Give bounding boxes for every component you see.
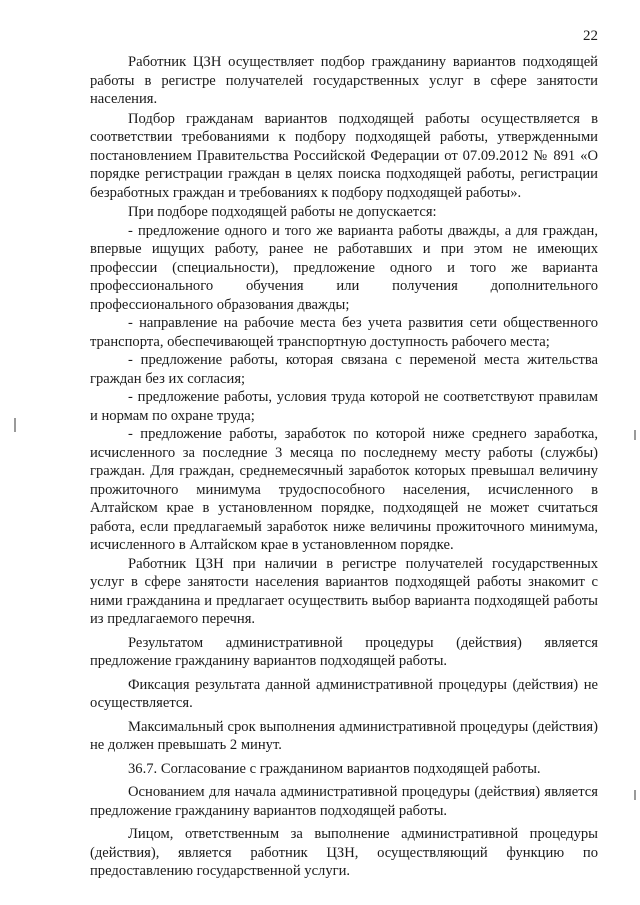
paragraph-7: Максимальный срок выполнения административной процедуры (действия) не должен превышать 2 минут. — [90, 718, 598, 753]
paragraph-1: Работник ЦЗН осуществляет подбор гражданину вариантов подходящей работы в регистре получателей государственных услуг в сфере занятости населения. — [90, 54, 598, 107]
list-item-3: - предложение работы, которая связана с переменой места жительства граждан без их согласия; — [90, 352, 598, 387]
paragraph-3: При подборе подходящей работы не допускается: — [128, 204, 437, 220]
paragraph-2: Подбор гражданам вариантов подходящей работы осуществляется в соответствии требованиями к подбору подходящей работы, утвержденными постановлением Правительства Российской Федерации от 07.09.2012 № 891 «О порядке регистрации граждан в целях поиска подходящей работы, регистрации безработных граждан и требованиях к подбору подходящей работы». — [90, 110, 598, 201]
page-number: 22 — [583, 28, 598, 44]
document-body — [90, 53, 598, 881]
list-item-1: - предложение одного и того же варианта работы дважды, а для граждан, впервые ищущих работу, ранее не работавших и при этом не имеющих профессии (специальности), предложение одного и того же варианта профессионального обучения или получения дополнительного профессионального образования дважды; — [90, 222, 598, 313]
right-edge-mark-top — [634, 430, 636, 440]
list-item-5: - предложение работы, заработок по которой ниже среднего заработка, исчисленного за последние 3 месяца по последнему месту работы (службы) граждан. Для граждан, среднемесячный заработок которых превышал величину прожиточного минимума трудоспособного населения, исчисленного в Алтайском крае в установленном порядке, подходящей не может считаться работа, если предлагаемый заработок ниже величины прожиточного минимума, исчисленного в Алтайском крае в установленном порядке. — [90, 426, 598, 553]
paragraph-8: Основанием для начала административной процедуры (действия) является предложение гражданину вариантов подходящей работы. — [90, 784, 598, 819]
right-edge-mark-bottom — [634, 790, 636, 800]
paragraph-6: Фиксация результата данной административной процедуры (действия) не осуществляется. — [90, 676, 598, 711]
left-edge-mark — [14, 418, 16, 432]
list-item-2: - направление на рабочие места без учета развития сети общественного транспорта, обеспечивающей транспортную доступность рабочего места; — [90, 315, 598, 350]
paragraph-4: Работник ЦЗН при наличии в регистре получателей государственных услуг в сфере занятости населения вариантов подходящей работы знакомит с ними гражданина и предлагает осуществить выбор варианта подходящей работы из предлагаемого перечня. — [90, 555, 598, 627]
paragraph-9: Лицом, ответственным за выполнение административной процедуры (действия), является работник ЦЗН, осуществляющий функцию по предоставлению государственной услуги. — [90, 826, 598, 879]
paragraph-5: Результатом административной процедуры (действия) является предложение гражданину вариантов подходящей работы. — [90, 634, 598, 669]
list-item-4: - предложение работы, условия труда которой не соответствуют правилам и нормам по охране труда; — [90, 389, 598, 424]
section-heading: 36.7. Согласование с гражданином вариантов подходящей работы. — [128, 760, 541, 777]
